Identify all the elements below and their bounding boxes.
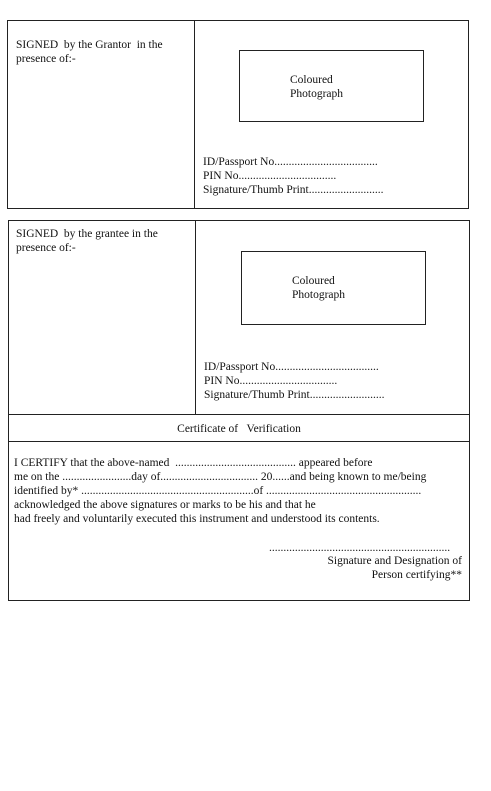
grantee-photo-label-1: Coloured: [292, 275, 335, 287]
certificate-line-1: I CERTIFY that the above-named .......................................... appeared before: [14, 457, 373, 469]
grantee-pin: PIN No..................................: [204, 375, 338, 387]
grantee-photo-label-2: Photograph: [292, 289, 346, 301]
grantor-photo-label-1: Coloured: [290, 74, 333, 86]
grantee-signed-line2: presence of:-: [16, 242, 76, 254]
grantee-signature: Signature/Thumb Print..........................: [204, 389, 385, 401]
certificate-title: Certificate of Verification: [177, 423, 301, 435]
certifier-signature-dots: ...............................................................: [269, 542, 451, 554]
certificate-line-2: me on the ........................day of.................................. 20......and being known to me/being: [14, 471, 427, 483]
grantor-pin: PIN No..................................: [203, 170, 337, 182]
grantor-signature: Signature/Thumb Print..........................: [203, 184, 384, 196]
certifier-signature-label-1: Signature and Designation of: [327, 555, 462, 567]
grantor-photo-label-2: Photograph: [290, 88, 344, 100]
grantor-divider: [194, 20, 195, 209]
certificate-line-5: had freely and voluntarily executed this instrument and understood its contents.: [14, 513, 380, 525]
grantor-id-passport: ID/Passport No....................................: [203, 156, 378, 168]
certificate-line-3: identified by* ............................................................of ......................................................: [14, 485, 422, 497]
certificate-top-rule: [8, 414, 470, 415]
certificate-line-4: acknowledged the above signatures or marks to be his and that he: [14, 499, 316, 511]
grantee-id-passport: ID/Passport No....................................: [204, 361, 379, 373]
certificate-title-rule: [8, 441, 470, 442]
grantor-signed-line2: presence of:-: [16, 53, 76, 65]
certifier-signature-label-2: Person certifying**: [371, 569, 462, 581]
grantee-divider: [195, 220, 196, 414]
grantee-signed-line1: SIGNED by the grantee in the: [16, 228, 158, 240]
grantor-signed-line1: SIGNED by the Grantor in the: [16, 39, 163, 51]
